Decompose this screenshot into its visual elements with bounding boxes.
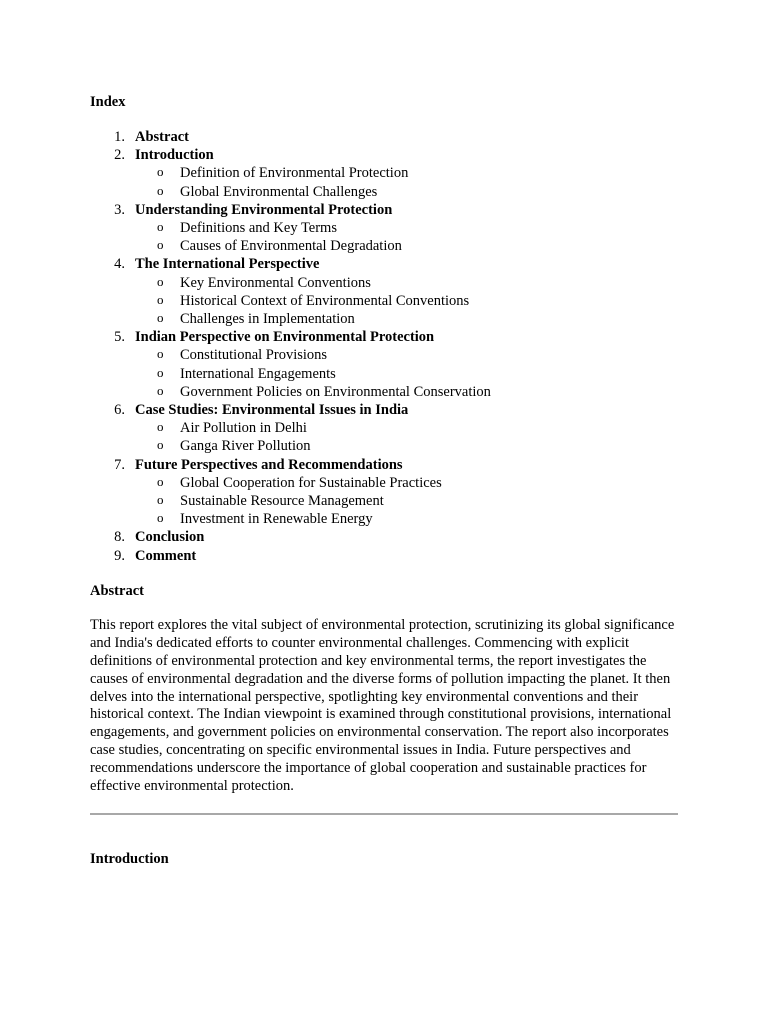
toc-subitem-label: Definitions and Key Terms xyxy=(180,220,337,237)
toc-item xyxy=(90,328,680,401)
circle-bullet-icon: o xyxy=(157,419,164,435)
toc-subitem xyxy=(135,419,680,437)
toc-item xyxy=(90,255,680,328)
toc-subitem-label: Investment in Renewable Energy xyxy=(180,511,373,528)
toc-subitem-label: Air Pollution in Delhi xyxy=(180,420,307,437)
toc-subitem xyxy=(135,365,680,383)
toc-subitem xyxy=(135,383,680,401)
toc-subitem-label: Causes of Environmental Degradation xyxy=(180,238,402,255)
toc-sublist xyxy=(135,164,680,200)
toc-sublist xyxy=(135,219,680,255)
toc-item-title: Introduction xyxy=(135,147,214,164)
abstract-heading: Abstract xyxy=(90,582,144,599)
toc-subitem xyxy=(135,437,680,455)
circle-bullet-icon: o xyxy=(157,291,164,307)
circle-bullet-icon: o xyxy=(157,310,164,326)
toc-subitem xyxy=(135,237,680,255)
toc-item-title: Future Perspectives and Recommendations xyxy=(135,456,403,473)
toc-sublist xyxy=(135,346,680,401)
toc-item xyxy=(90,128,680,146)
toc-item-number: 3. xyxy=(114,201,125,218)
circle-bullet-icon: o xyxy=(157,364,164,380)
toc-item-title: Understanding Environmental Protection xyxy=(135,201,393,218)
toc-subitem xyxy=(135,346,680,364)
toc-subitem-label: Ganga River Pollution xyxy=(180,438,311,455)
toc-subitem xyxy=(135,492,680,510)
circle-bullet-icon: o xyxy=(157,510,164,526)
toc-item xyxy=(90,456,680,529)
toc-subitem-label: International Engagements xyxy=(180,365,336,382)
toc-item xyxy=(90,528,680,546)
circle-bullet-icon: o xyxy=(157,473,164,489)
toc-subitem xyxy=(135,274,680,292)
toc-item xyxy=(90,547,680,565)
toc-item-number: 9. xyxy=(114,547,125,564)
circle-bullet-icon: o xyxy=(157,382,164,398)
toc-subitem xyxy=(135,310,680,328)
table-of-contents xyxy=(90,128,680,565)
circle-bullet-icon: o xyxy=(157,437,164,453)
circle-bullet-icon: o xyxy=(157,219,164,235)
toc-subitem xyxy=(135,183,680,201)
toc-subitem-label: Global Environmental Challenges xyxy=(180,183,378,200)
toc-item-title: Abstract xyxy=(135,129,189,145)
circle-bullet-icon: o xyxy=(157,346,164,362)
toc-item xyxy=(90,401,680,456)
toc-subitem-label: Sustainable Resource Management xyxy=(180,493,384,510)
toc-subitem-label: Constitutional Provisions xyxy=(180,347,328,364)
toc-subitem xyxy=(135,292,680,310)
circle-bullet-icon: o xyxy=(157,273,164,289)
toc-subitem-label: Government Policies on Environmental Conservation xyxy=(180,383,491,400)
toc-item-title: The International Perspective xyxy=(135,256,320,273)
toc-subitem xyxy=(135,474,680,492)
toc-sublist xyxy=(135,474,680,529)
toc-item-number: 7. xyxy=(114,456,125,473)
toc-item-number: 5. xyxy=(114,329,125,346)
toc-item-number: 1. xyxy=(114,129,125,145)
toc-item-title: Case Studies: Environmental Issues in India xyxy=(135,402,409,419)
index-heading: Index xyxy=(90,94,126,110)
document-page xyxy=(90,92,680,869)
toc-subitem-label: Definition of Environmental Protection xyxy=(180,165,409,182)
toc-item xyxy=(90,201,680,256)
circle-bullet-icon: o xyxy=(157,164,164,180)
toc-item-title: Conclusion xyxy=(135,529,205,546)
toc-item-number: 4. xyxy=(114,256,125,273)
toc-subitem-label: Global Cooperation for Sustainable Practices xyxy=(180,474,442,491)
introduction-heading: Introduction xyxy=(90,850,169,867)
toc-sublist xyxy=(135,419,680,455)
circle-bullet-icon: o xyxy=(157,492,164,508)
toc-sublist xyxy=(135,274,680,329)
toc-subitem xyxy=(135,510,680,528)
toc-subitem-label: Challenges in Implementation xyxy=(180,311,355,328)
toc-subitem-label: Key Environmental Conventions xyxy=(180,274,371,291)
abstract-paragraph: This report explores the vital subject of environmental protection, scrutinizing its global significance and India's dedicated efforts to counter environmental challenges. Commencing with explicit definitions of environmental protection and key environmental terms, the report investigates the causes of environmental degradation and the diverse forms of pollution impacting the planet. It then delves into the international perspective, spotlighting key environmental conventions and their historical context. The Indian viewpoint is examined through constitutional provisions, international engagements, and government policies on environmental conservation. The report also incorporates case studies, concentrating on specific environmental issues in India. Future perspectives and recommendations underscore the importance of global cooperation and sustainable practices for effective environmental protection. xyxy=(90,616,675,795)
horizontal-rule xyxy=(90,813,678,815)
circle-bullet-icon: o xyxy=(157,182,164,198)
toc-item-title: Indian Perspective on Environmental Protection xyxy=(135,329,435,346)
toc-item-number: 2. xyxy=(114,147,125,164)
toc-item-number: 8. xyxy=(114,529,125,546)
toc-item-title: Comment xyxy=(135,547,197,564)
toc-subitem xyxy=(135,164,680,182)
toc-subitem-label: Historical Context of Environmental Conventions xyxy=(180,292,470,309)
circle-bullet-icon: o xyxy=(157,237,164,253)
toc-item xyxy=(90,146,680,201)
toc-subitem xyxy=(135,219,680,237)
toc-item-number: 6. xyxy=(114,402,125,419)
